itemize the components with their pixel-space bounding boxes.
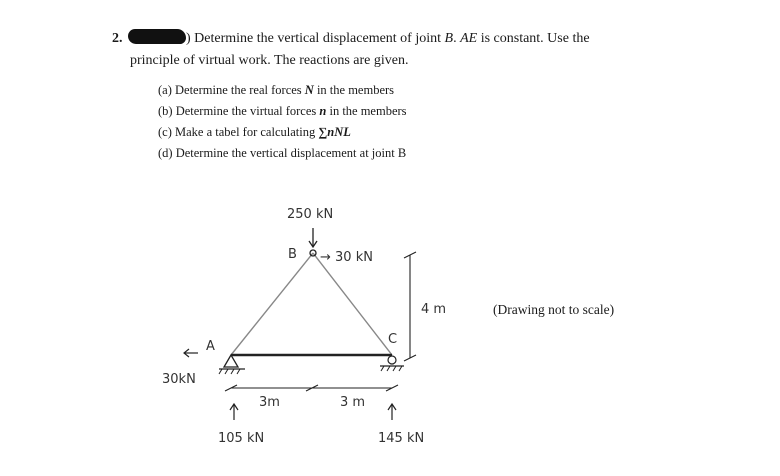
sep: .	[453, 31, 461, 46]
load-30-label: → 30 kN	[320, 250, 373, 265]
intro-text: ) Determine the vertical displacement of joint	[186, 31, 445, 46]
support-a-hatch	[219, 369, 240, 374]
part-c-label: (c) Make a tabel for calculating	[158, 125, 319, 139]
part-b-symbol: n	[319, 104, 327, 118]
span-right-label: 3 m	[340, 395, 366, 410]
member-ab	[231, 253, 313, 355]
reaction-a-vertical-label: 105 kN	[218, 431, 265, 446]
part-a-rest: in the members	[313, 83, 395, 97]
support-c-hatch	[381, 366, 402, 371]
part-b-rest: in the members	[326, 104, 407, 118]
joint-a-label: A	[206, 339, 215, 354]
support-c-roller	[388, 356, 396, 364]
span-left-label: 3m	[259, 395, 280, 410]
joint-b-ref: B	[444, 31, 454, 46]
ae-term: AE	[460, 31, 478, 46]
joint-c-label: C	[388, 332, 398, 347]
part-b-label: (b) Determine the virtual forces	[158, 104, 320, 118]
joint-b-label: B	[288, 247, 297, 262]
problem-line-2: principle of virtual work. The reactions are given.	[130, 53, 409, 68]
reaction-a-horizontal-label: 30kN	[162, 372, 196, 387]
height-label: 4 m	[421, 302, 447, 317]
member-bc	[313, 253, 392, 355]
question-number: 2.	[112, 31, 123, 46]
part-a-symbol: N	[304, 83, 314, 97]
part-c-symbol: ∑nNL	[318, 125, 351, 139]
part-a-label: (a) Determine the real forces	[158, 83, 305, 97]
load-250-label: 250 kN	[287, 207, 334, 222]
support-a-pin	[224, 355, 238, 367]
reaction-c-vertical-label: 145 kN	[378, 431, 425, 446]
constant-text: is constant. Use the	[477, 31, 590, 46]
drawing-note: (Drawing not to scale)	[493, 302, 615, 317]
part-d-label: (d) Determine the vertical displacement at joint B	[158, 146, 407, 160]
